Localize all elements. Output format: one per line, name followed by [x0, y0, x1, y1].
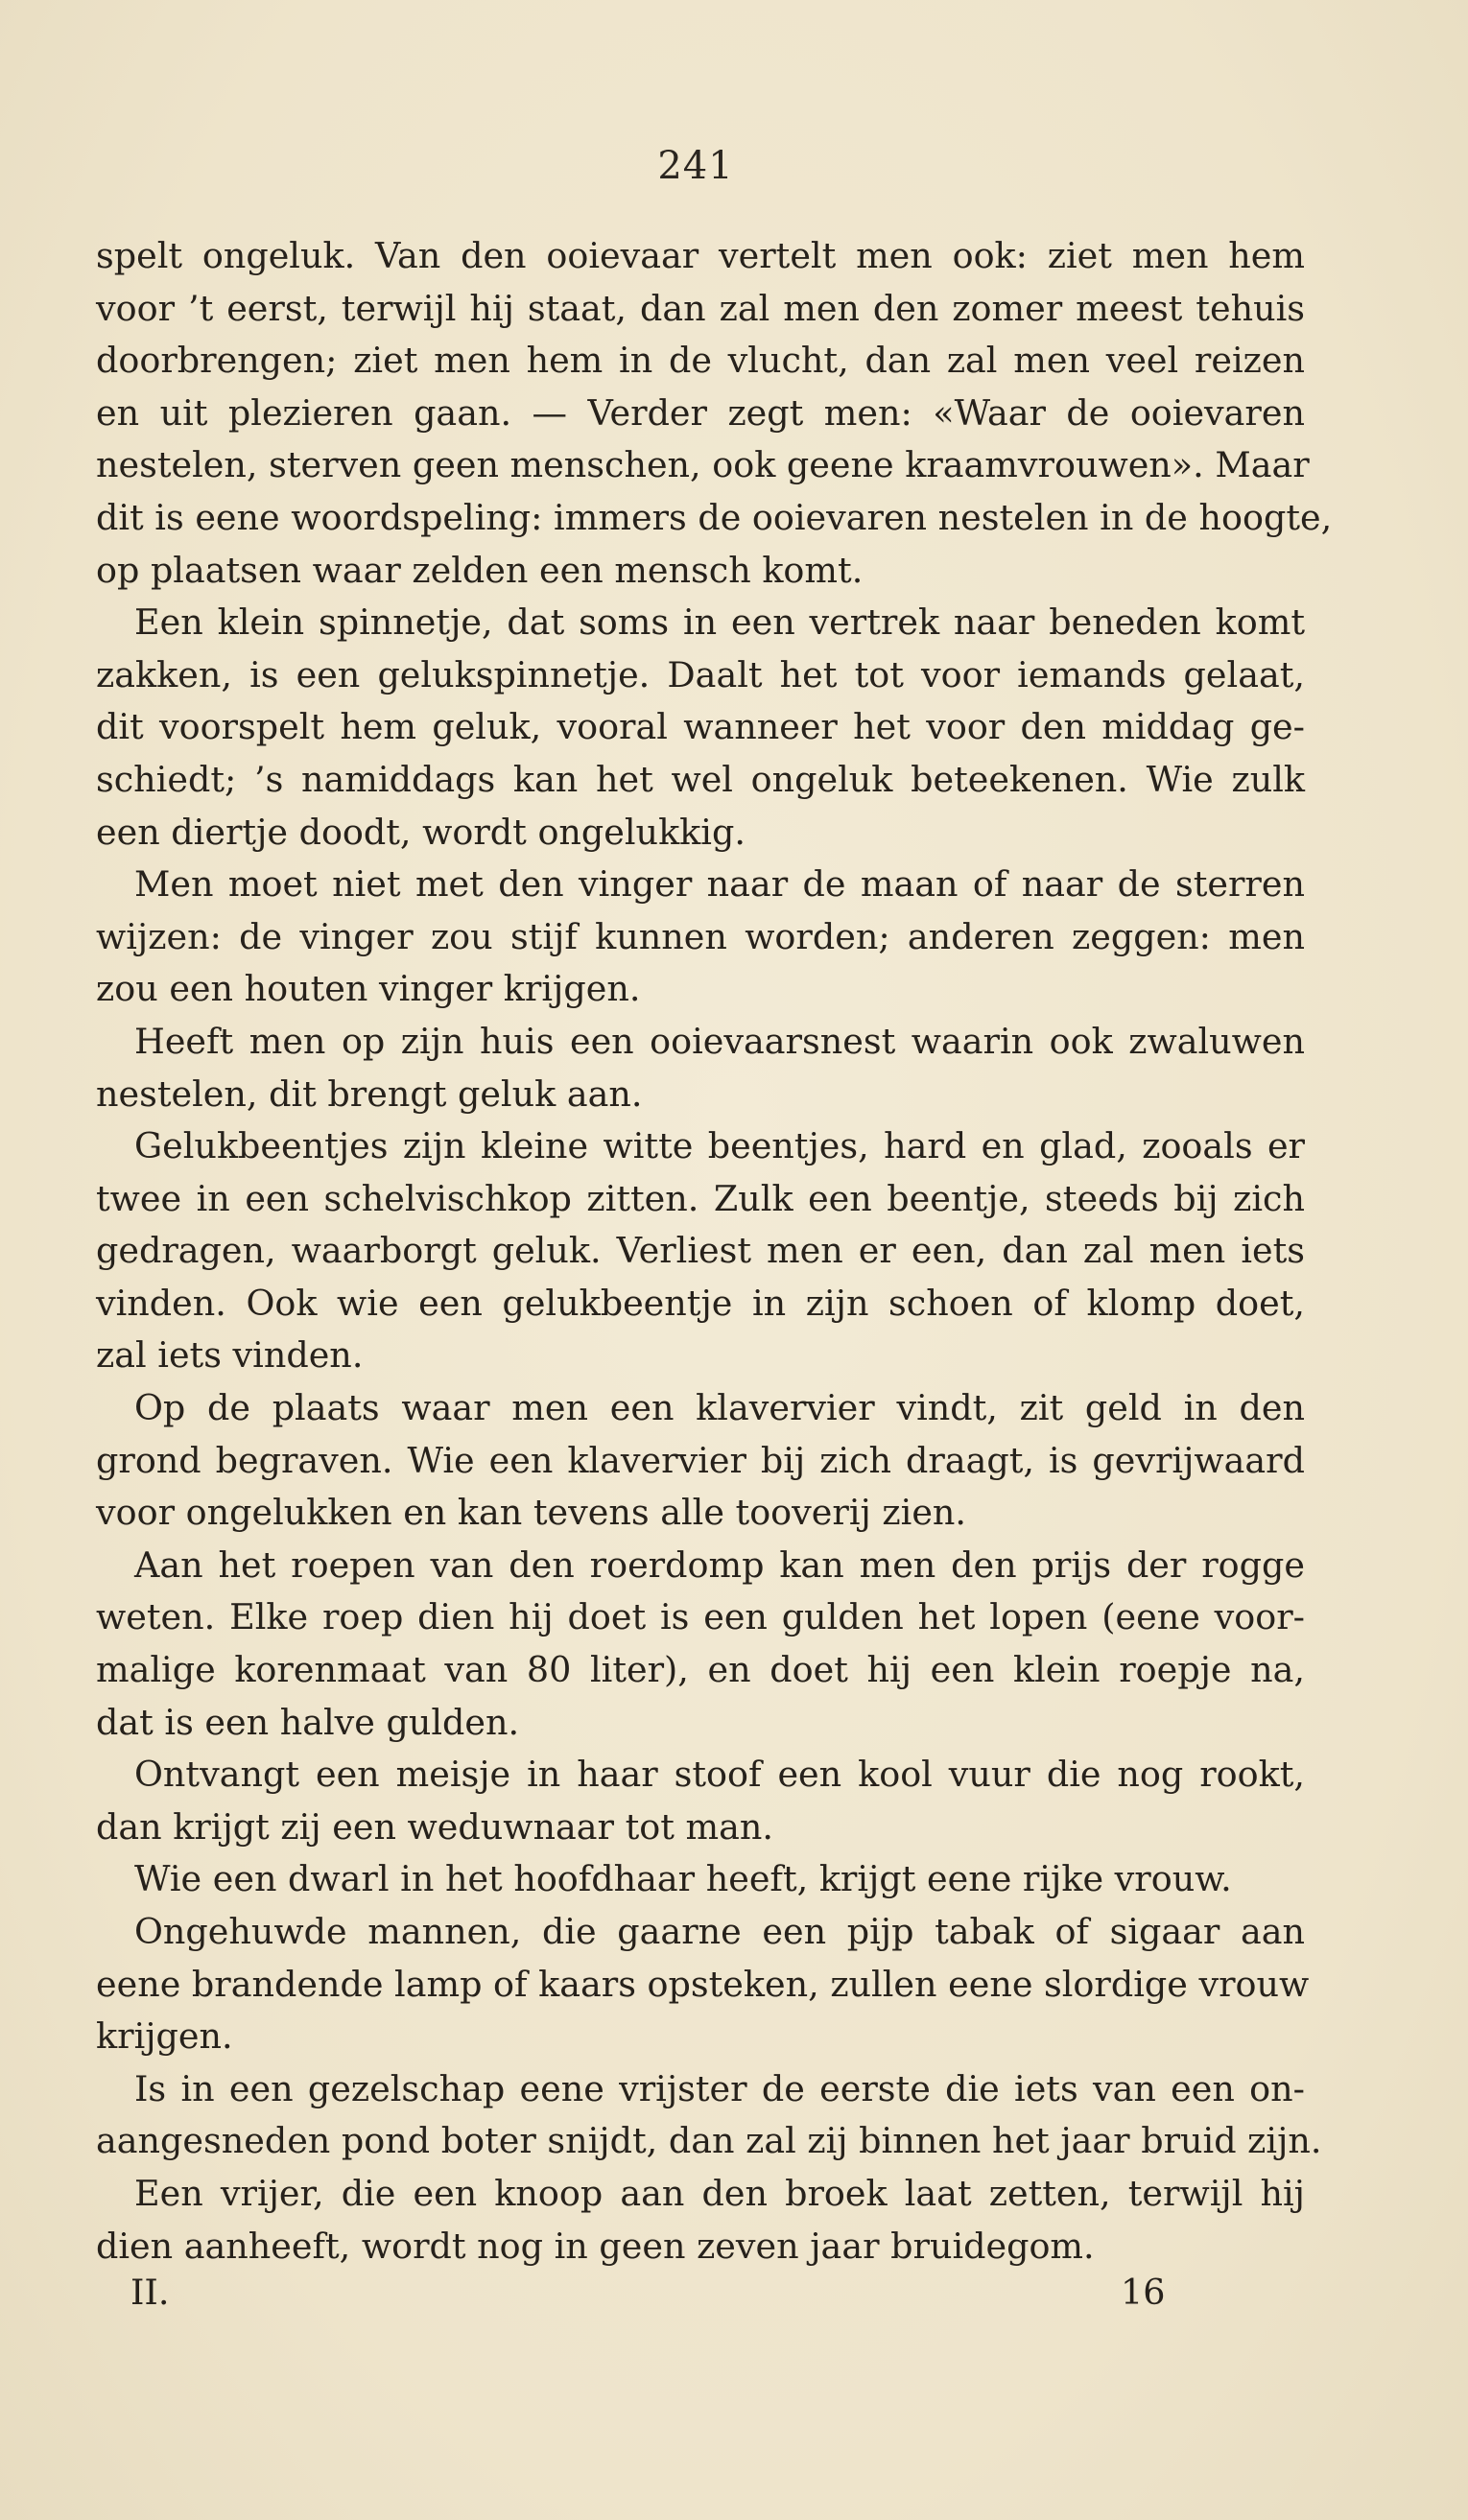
text-line: dit voorspelt hem geluk, vooral wanneer het voor den middag ge-	[96, 706, 1305, 748]
text-line: doorbrengen; ziet men hem in de vlucht, dan zal men veel reizen	[96, 340, 1305, 382]
text-line: grond begraven. Wie een klavervier bij zich draagt, is gevrijwaard	[96, 1439, 1305, 1481]
text-line: voor ’t eerst, terwijl hij staat, dan zal men den zomer meest tehuis	[96, 287, 1305, 329]
text-line: vinden. Ook wie een gelukbeentje in zijn schoen of klomp doet,	[96, 1282, 1305, 1324]
signature-mark: II.	[130, 2272, 170, 2313]
text-line: Men moet niet met den vinger naar de maan of naar de sterren	[134, 863, 1305, 906]
text-line: dan krijgt zij een weduwnaar tot man.	[96, 1805, 773, 1848]
text-line: nestelen, sterven geen menschen, ook geene kraamvrouwen». Maar	[96, 444, 1310, 486]
text-line: krijgen.	[96, 2015, 233, 2058]
text-line: Aan het roepen van den roerdomp kan men den prijs der rogge	[134, 1543, 1305, 1586]
text-line: Ontvangt een meisje in haar stoof een kool vuur die nog rookt,	[134, 1754, 1305, 1796]
text-line: dit is eene woordspeling: immers de ooievaren nestelen in de hoogte,	[96, 496, 1333, 538]
text-line: schiedt; ’s namiddags kan het wel ongeluk beteekenen. Wie zulk	[96, 758, 1305, 800]
text-line: eene brandende lamp of kaars opsteken, zullen eene slordige vrouw	[96, 1963, 1310, 2005]
text-line: dien aanheeft, wordt nog in geen zeven jaar bruidegom.	[96, 2225, 1095, 2267]
body-text	[96, 230, 1333, 2273]
sheet-number: 16	[1121, 2272, 1166, 2313]
text-line: op plaatsen waar zelden een mensch komt.	[96, 549, 864, 591]
text-line: Een klein spinnetje, dat soms in een vertrek naar beneden komt	[134, 601, 1305, 644]
text-line: zakken, is een gelukspinnetje. Daalt het tot voor iemands gelaat,	[96, 653, 1305, 695]
text-line: zou een houten vinger krijgen.	[96, 968, 641, 1010]
text-line: spelt ongeluk. Van den ooievaar vertelt men ook: ziet men hem	[96, 235, 1305, 276]
text-line: nestelen, dit brengt geluk aan.	[96, 1072, 643, 1115]
text-line: Een vrijer, die een knoop aan den broek laat zetten, terwijl hij	[134, 2172, 1305, 2214]
text-line: aangesneden pond boter snijdt, dan zal zij binnen het jaar bruid zijn.	[96, 2120, 1322, 2162]
text-line: Wie een dwarl in het hoofdhaar heeft, krijgt eene rijke vrouw.	[134, 1858, 1232, 1900]
text-line: Gelukbeentjes zijn kleine witte beentjes, hard en glad, zooals er	[134, 1125, 1305, 1167]
text-line: gedragen, waarborgt geluk. Verliest men er een, dan zal men iets	[96, 1230, 1305, 1272]
page-number: 241	[657, 144, 734, 188]
text-line: Op de plaats waar men een klavervier vindt, zit geld in den	[134, 1387, 1305, 1429]
text-line: Heeft men op zijn huis een ooievaarsnest waarin ook zwaluwen	[134, 1020, 1305, 1062]
text-line: dat is een halve gulden.	[96, 1701, 520, 1743]
text-line: zal iets vinden.	[96, 1334, 364, 1377]
text-line: twee in een schelvischkop zitten. Zulk een beentje, steeds bij zich	[96, 1177, 1305, 1219]
text-line: voor ongelukken en kan tevens alle tooverij zien.	[96, 1492, 967, 1534]
text-line: Is in een gezelschap eene vrijster de eerste die iets van een on-	[134, 2067, 1305, 2109]
text-line: malige korenmaat van 80 liter), en doet hij een klein roepje na,	[96, 1649, 1305, 1691]
text-line: Ongehuwde mannen, die gaarne een pijp tabak of sigaar aan	[134, 1911, 1305, 1952]
text-line: en uit plezieren gaan. — Verder zegt men: «Waar de ooievaren	[96, 391, 1305, 434]
text-line: weten. Elke roep dien hij doet is een gulden het lopen (eene voor-	[96, 1596, 1305, 1638]
text-line: wijzen: de vinger zou stijf kunnen worden; anderen zeggen: men	[96, 915, 1305, 957]
text-line: een diertje doodt, wordt ongelukkig.	[96, 811, 746, 853]
